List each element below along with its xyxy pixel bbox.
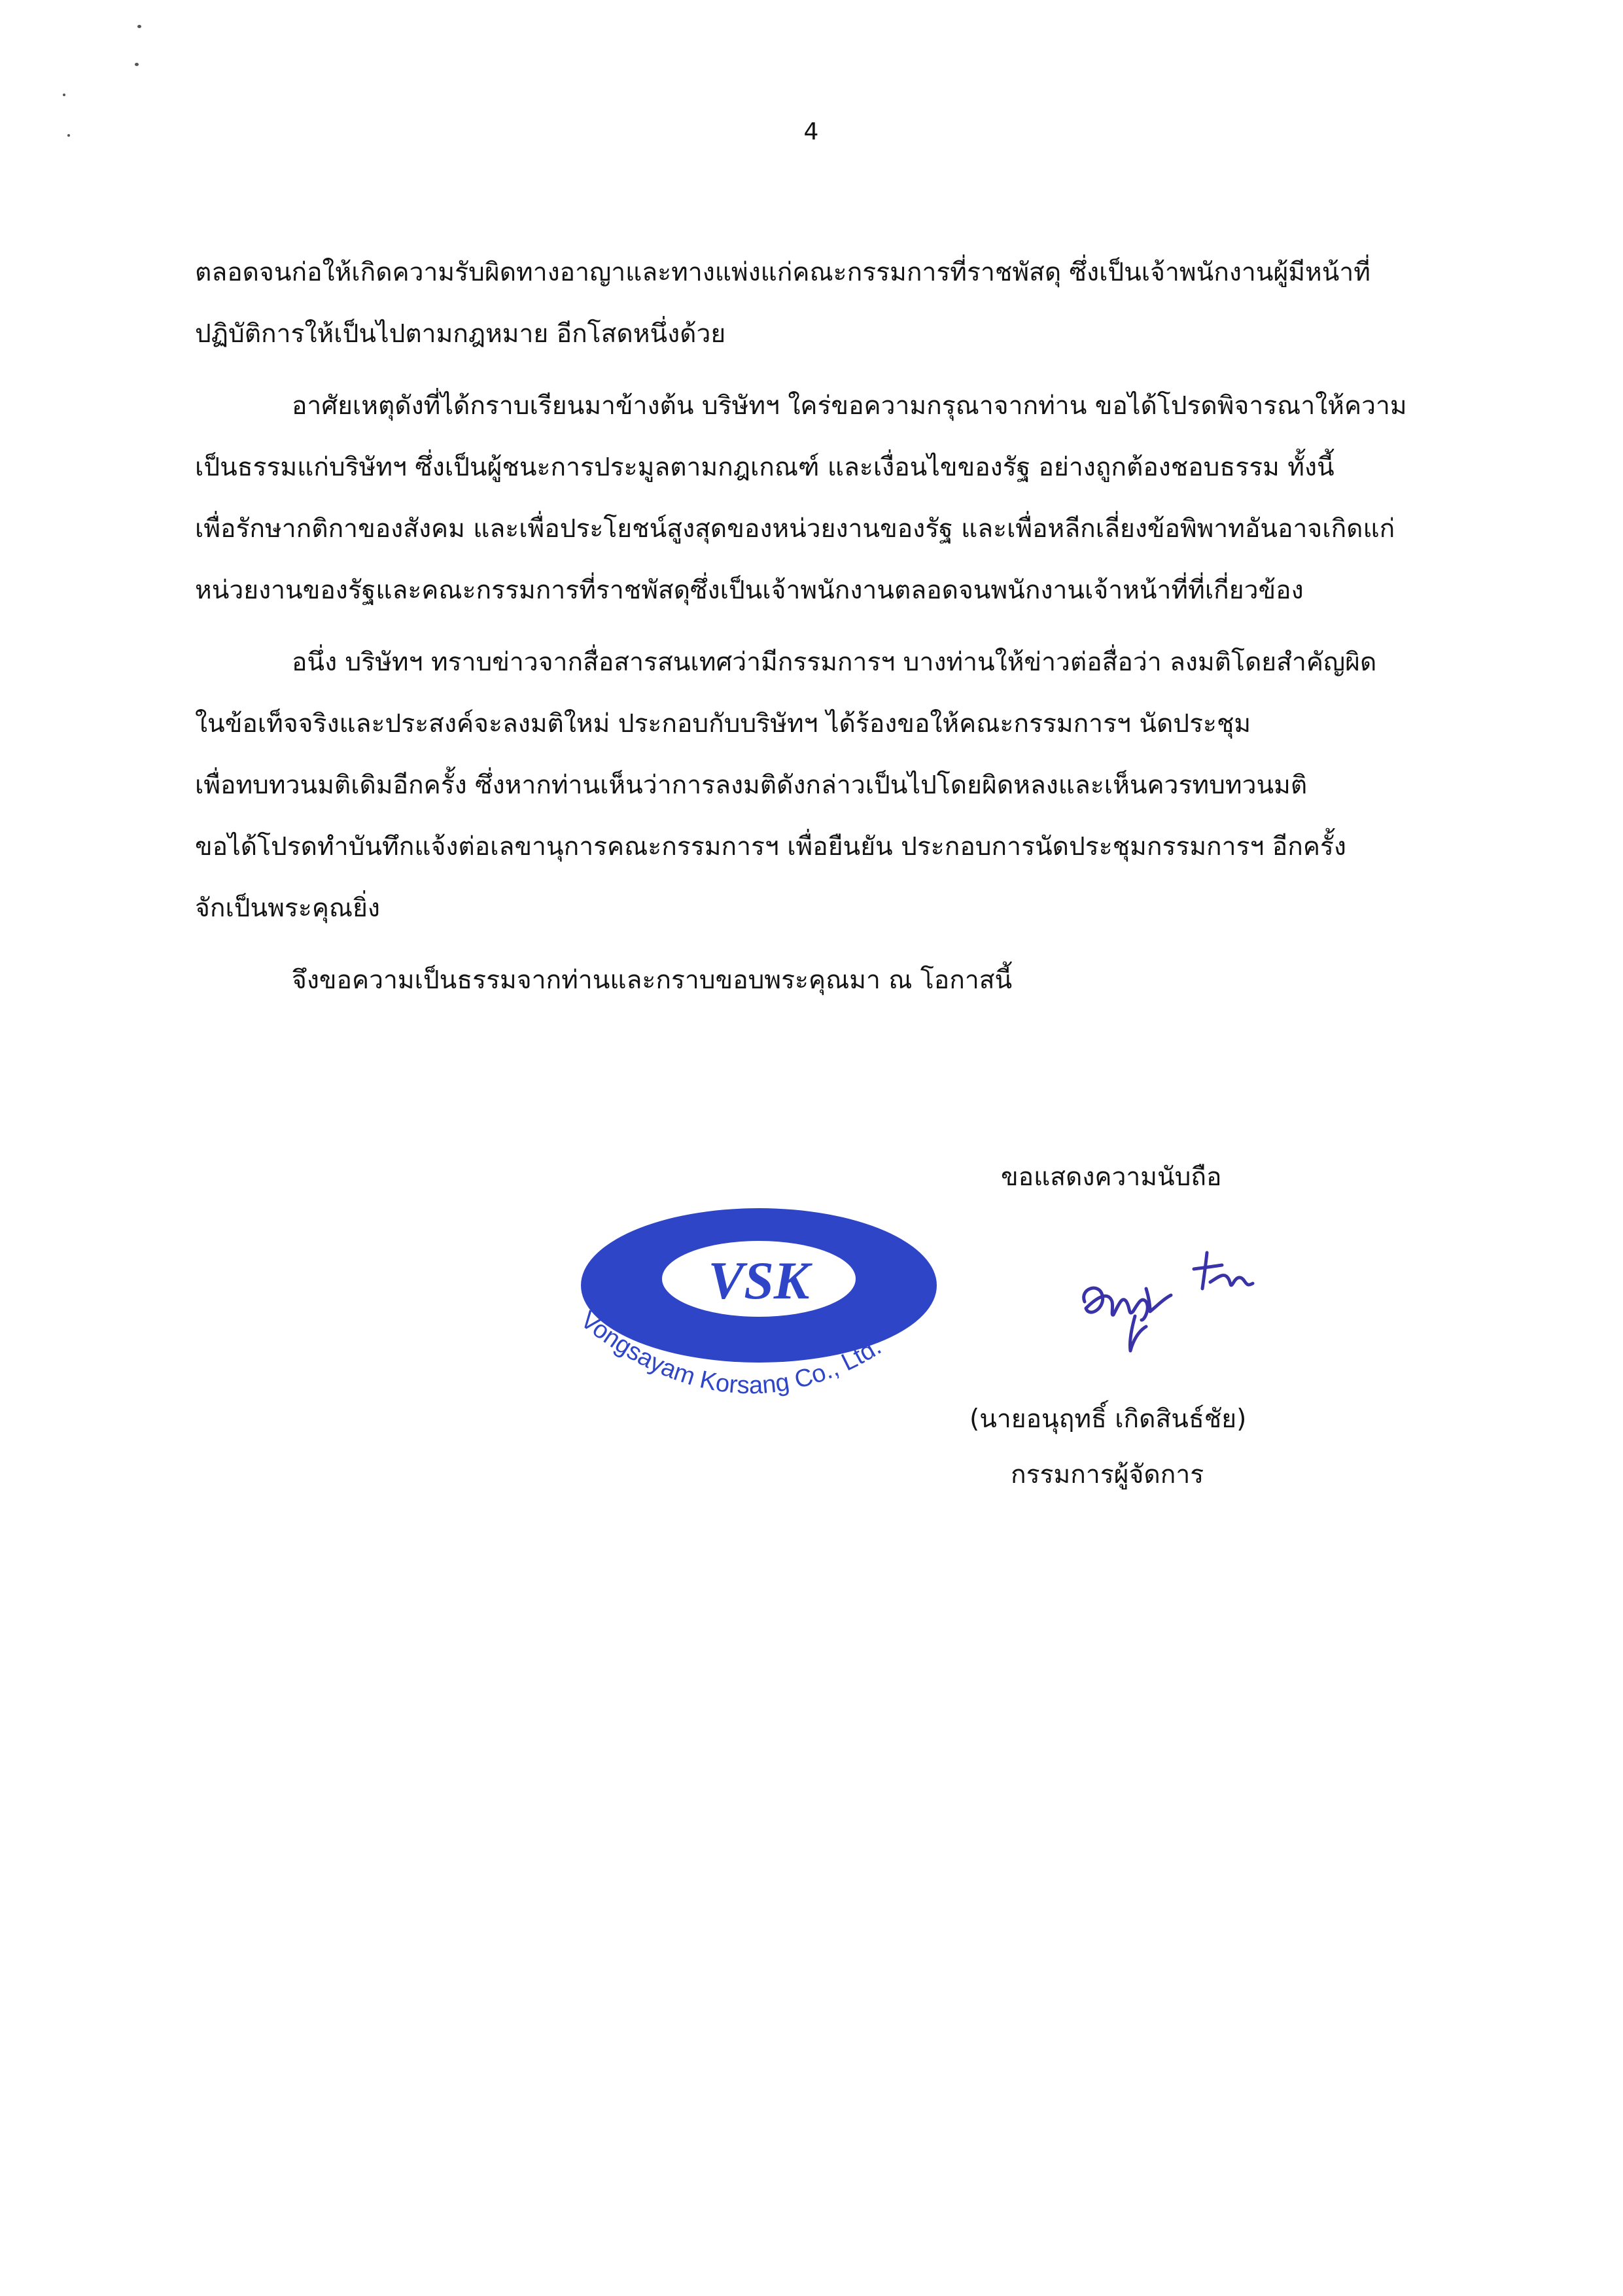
scan-speck — [67, 134, 70, 137]
scan-speck — [63, 94, 65, 96]
signer-title: กรรมการผู้จัดการ — [1011, 1460, 1204, 1489]
body-line: เพื่อรักษากติกาของสังคม และเพื่อประโยชน์สูงสุดของหน่วยงานของรัฐ และเพื่อหลีกเลี่ยงข้อพิพาทอันอาจเกิดแก่ — [195, 514, 1395, 544]
stamp-logo-text: VSK — [708, 1251, 810, 1310]
closing-salutation: ขอแสดงความนับถือ — [1001, 1162, 1222, 1192]
stamp-company-text: Vongsayam Korsang Co., Ltd. — [575, 1306, 886, 1400]
body-line: จึงขอความเป็นธรรมจากท่านและกราบขอบพระคุณมา ณ โอกาสนี้ — [292, 965, 1013, 995]
handwritten-signature — [1073, 1243, 1263, 1374]
body-line: อาศัยเหตุดังที่ได้กราบเรียนมาข้างต้น บริษัทฯ ใคร่ขอความกรุณาจากท่าน ขอได้โปรดพิจารณาให้ความ — [292, 391, 1407, 421]
body-line: ปฏิบัติการให้เป็นไปตามกฎหมาย อีกโสดหนึ่งด้วย — [195, 319, 726, 349]
body-line: ขอได้โปรดทำบันทึกแจ้งต่อเลขานุการคณะกรรมการฯ เพื่อยืนยัน ประกอบการนัดประชุมกรรมการฯ อีกครั้ง — [195, 832, 1346, 861]
letter-body — [195, 242, 1477, 1011]
body-line: เพื่อทบทวนมติเดิมอีกครั้ง ซึ่งหากท่านเห็นว่าการลงมติดังกล่าวเป็นไปโดยผิดหลงและเห็นควรทบทวนมติ — [195, 771, 1308, 800]
body-line: ตลอดจนก่อให้เกิดความรับผิดทางอาญาและทางแพ่งแก่คณะกรรมการที่ราชพัสดุ ซึ่งเป็นเจ้าพนักงานผู้มีหน้าที่ — [195, 258, 1371, 287]
body-line: ในข้อเท็จจริงและประสงค์จะลงมติใหม่ ประกอบกับบริษัทฯ ได้ร้องขอให้คณะกรรมการฯ นัดประชุม — [195, 709, 1251, 739]
body-line: อนึ่ง บริษัทฯ ทราบข่าวจากสื่อสารสนเทศว่ามีกรรมการฯ บางท่านให้ข่าวต่อสื่อว่า ลงมติโดยสำคัญผิด — [292, 648, 1377, 677]
page-number: 4 — [803, 118, 819, 145]
scan-speck — [137, 25, 141, 28]
body-line: เป็นธรรมแก่บริษัทฯ ซึ่งเป็นผู้ชนะการประมูลตามกฎเกณฑ์ และเงื่อนไขของรัฐ อย่างถูกต้องชอบธรรม ทั้งนี้ — [195, 453, 1335, 482]
body-line: จักเป็นพระคุณยิ่ง — [195, 894, 380, 923]
body-line: หน่วยงานของรัฐและคณะกรรมการที่ราชพัสดุซึ่งเป็นเจ้าพนักงานตลอดจนพนักงานเจ้าหน้าที่ที่เกี่ยวข้อง — [195, 576, 1304, 605]
signer-name: (นายอนุฤทธิ์ เกิดสินธ์ชัย) — [969, 1404, 1247, 1434]
scan-speck — [135, 63, 139, 66]
company-stamp — [563, 1204, 968, 1439]
